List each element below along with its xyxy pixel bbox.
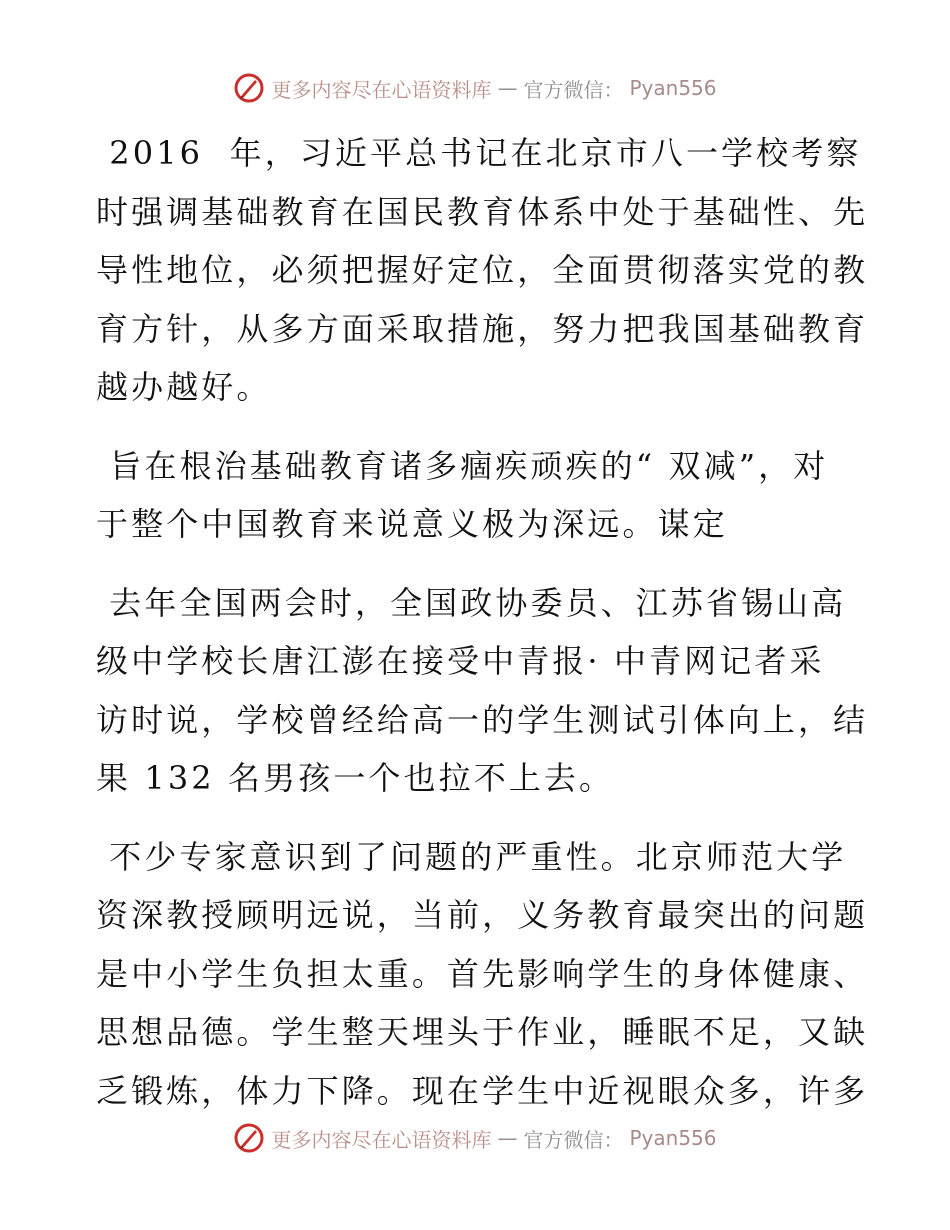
watermark-account: Pyan556: [629, 76, 717, 100]
text-line: 导性地位，必须把握好定位，全面贯彻落实党的教: [96, 251, 869, 289]
text-line: 果 132 名男孩一个也拉不上去。: [96, 759, 615, 797]
paragraph-3: [96, 574, 869, 808]
text-line: 时强调基础教育在国民教育体系中处于基础性、先: [96, 192, 869, 231]
header-watermark: [0, 72, 950, 104]
paragraph-1: [96, 124, 869, 417]
document-body: [96, 124, 869, 1120]
watermark-separator: —: [497, 1126, 518, 1150]
text-line: 于整个中国教育来说意义极为深远。谋定: [96, 505, 728, 543]
text-line: 去年全国两会时，全国政协委员、江苏省锡山高: [96, 583, 847, 622]
watermark-brand: 更多内容尽在心语资料库: [271, 77, 492, 102]
text-line: 2016 年，习近平总书记在北京市八一学校考察: [96, 134, 862, 172]
footer-watermark: [0, 1122, 950, 1154]
text-line: 访时说，学校曾经给高一的学生测试引体向上，结: [96, 700, 869, 739]
text-line: 思想品德。学生整天埋头于作业，睡眠不足，又缺: [96, 1013, 869, 1051]
watermark-official-label: 官方微信：: [523, 1127, 624, 1152]
text-line: 育方针，从多方面采取措施，努力把我国基础教育: [96, 309, 869, 348]
text-line: 越办越好。: [96, 368, 272, 406]
watermark-separator: —: [497, 76, 518, 100]
text-line: 乏锻炼，体力下降。现在学生中近视眼众多，许多: [96, 1071, 869, 1110]
paragraph-2: [96, 437, 856, 554]
text-line: 不少专家意识到了问题的严重性。北京师范大学: [96, 837, 847, 876]
text-line: 旨在根治基础教育诸多痼疾顽疾的“ 双减”，对: [96, 446, 829, 485]
watermark-brand: 更多内容尽在心语资料库: [271, 1127, 492, 1152]
feather-pen-logo-icon: [233, 1122, 265, 1154]
text-line: 级中学校长唐江澎在接受中青报· 中青网记者采: [96, 642, 825, 680]
paragraph-4: [96, 828, 869, 1121]
watermark-account: Pyan556: [629, 1126, 717, 1150]
feather-pen-logo-icon: [233, 72, 265, 104]
watermark-official-label: 官方微信：: [523, 77, 624, 102]
text-line: 是中小学生负担太重。首先影响学生的身体健康、: [96, 954, 869, 993]
text-line: 资深教授顾明远说，当前，义务教育最突出的问题: [96, 896, 869, 934]
